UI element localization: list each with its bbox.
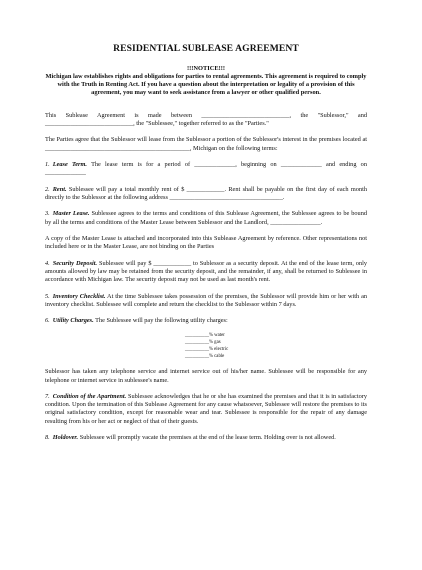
utility-charge-cable: __________% cable [185,354,225,360]
section-text: Sublessee will pay $ ____________ to Sublessor as a security deposit. At the end of the lease term, only amounts allowed by law may be retained from the security deposit, and the remainder, if any, shall be returned to Sublessee in accordance with Michigan law. The security deposit may not be used as last month's rent. [45,259,367,284]
utility-charges-list [185,332,367,360]
section-master-lease: 3. Master Lease. Sublessee agrees to the terms and conditions of this Sublease Agreement, the Sublessee agrees to be bound by all the terms and conditions of the Master Lease between Sublessor and the Landlord, ________________. [45,210,367,226]
notice-text: Michigan law establishes rights and obligations for parties to rental agreements. This agreement is required to comply with the Truth in Renting Act. If you have a question about the interpretation or legality of a provision of this agreement, you may want to seek assistance from a lawyer or other qualified person. [45,73,367,97]
document-title: RESIDENTIAL SUBLEASE AGREEMENT [113,43,299,54]
section-term: Inventory Checklist. [52,292,106,300]
section-term: Rent. [52,185,67,193]
section-term: Lease Term. [52,161,87,169]
section-text: The lease term is for a period of _____________, beginning on _____________ and ending on _____________ [45,161,367,177]
section-utility-charges: 6. Utility Charges. The Sublessee will pay the following utility charges: [45,317,228,325]
utility-charge-electric: __________% electric [185,347,229,353]
section-rent: 2. Rent. Sublessee will pay a total monthly rent of $ ____________. Rent shall be payable on the first day of each month directly to the Sublessor at the following address ____________________________________. [45,185,367,201]
section-term: Utility Charges. [52,317,94,325]
section-text: Sublessee agrees to the terms and conditions of this Sublease Agreement, the Sublessee agrees to be bound by all the terms and conditions of the Master Lease between Sublessor and the Landlord, ________________. [45,210,367,226]
section-security-deposit: 4. Security Deposit. Sublessee will pay $ ____________ to Sublessor as a security deposit. At the end of the lease term, only amounts allowed by law may be retained from the security deposit, and the remainder, if any, shall be returned to Sublessee in accordance with Michigan law. The security deposit may not be used as last month's rent. [45,259,367,284]
section-text: Sublessee will promptly vacate the premises at the end of the lease term. Holding over is not allowed. [79,434,336,442]
section-term: Master Lease. [52,210,90,218]
utility-charge-gas: __________% gas [185,340,221,346]
parties-paragraph: The Parties agree that the Sublessor will lease from the Sublessor a portion of the Sublessor's interest in the premises located at ______________________________________________, Michigan on the following terms: [45,136,367,152]
section-text: Sublessee acknowledges that he or she has examined the premises and that it is in satisfactory condition. Upon the termination of this Sublease Agreement for any cause whatsoever, Sublessee will restore the premises to its original satisfactory condition, except for reasonable wear and tear. Sublessee is responsible for the repair of any damage resulting from his or her act or neglect of that of their guests. [45,393,367,425]
utility-charge-water: __________% water [185,332,225,338]
section-condition: 7. Condition of the Apartment. Sublessee acknowledges that he or she has examined the premises and that it is in satisfactory condition. Upon the termination of this Sublease Agreement for any cause whatsoever, Sublessee will restore the premises to its original satisfactory condition, except for reasonable wear and tear. Sublessee is responsible for the repair of any damage resulting from his or her act or neglect of that of their guests. [45,393,367,425]
section-text: The Sublessee will pay the following utility charges: [95,317,228,325]
notice-heading: !!!NOTICE!!! [187,65,225,72]
section-lease-term: 1. Lease Term. The lease term is for a period of _____________, beginning on _____________ and ending on _____________ [45,161,367,177]
intro-paragraph: This Sublease Agreement is made between ____________________________, the "Sublessor," and ____________________________, the "Sublessee," together referred to as the "Parties." [45,111,367,127]
section-term: Security Deposit. [52,259,98,267]
master-lease-copy-paragraph: A copy of the Master Lease is attached and incorporated into this Sublease Agreement by reference. Other representations not included here or in the Master Lease, are not binding on the Parties [45,235,367,251]
telephone-paragraph: Sublessor has taken any telephone service and internet service out of his/her name. Sublessee will be responsible for any telephone or internet service in sublessee's name. [45,368,367,384]
section-term: Holdover. [52,434,79,442]
section-holdover: 8. Holdover. Sublessee will promptly vacate the premises at the end of the lease term. Holding over is not allowed. [45,434,336,442]
section-inventory-checklist: 5. Inventory Checklist. At the time Sublessee takes possession of the premises, the Sublessor will provide him or her with an inventory checklist. Sublessee will complete and return the checklist to the Sublessor within 7 days. [45,292,368,308]
section-text: Sublessee will pay a total monthly rent of $ ____________. Rent shall be payable on the first day of each month directly to the Sublessor at the following address ____________________________________. [45,185,367,201]
section-text: At the time Sublessee takes possession of the premises, the Sublessor will provide him or her with an inventory checklist. Sublessee will complete and return the checklist to the Sublessor within 7 days. [45,292,368,308]
section-term: Condition of the Apartment. [52,393,127,401]
